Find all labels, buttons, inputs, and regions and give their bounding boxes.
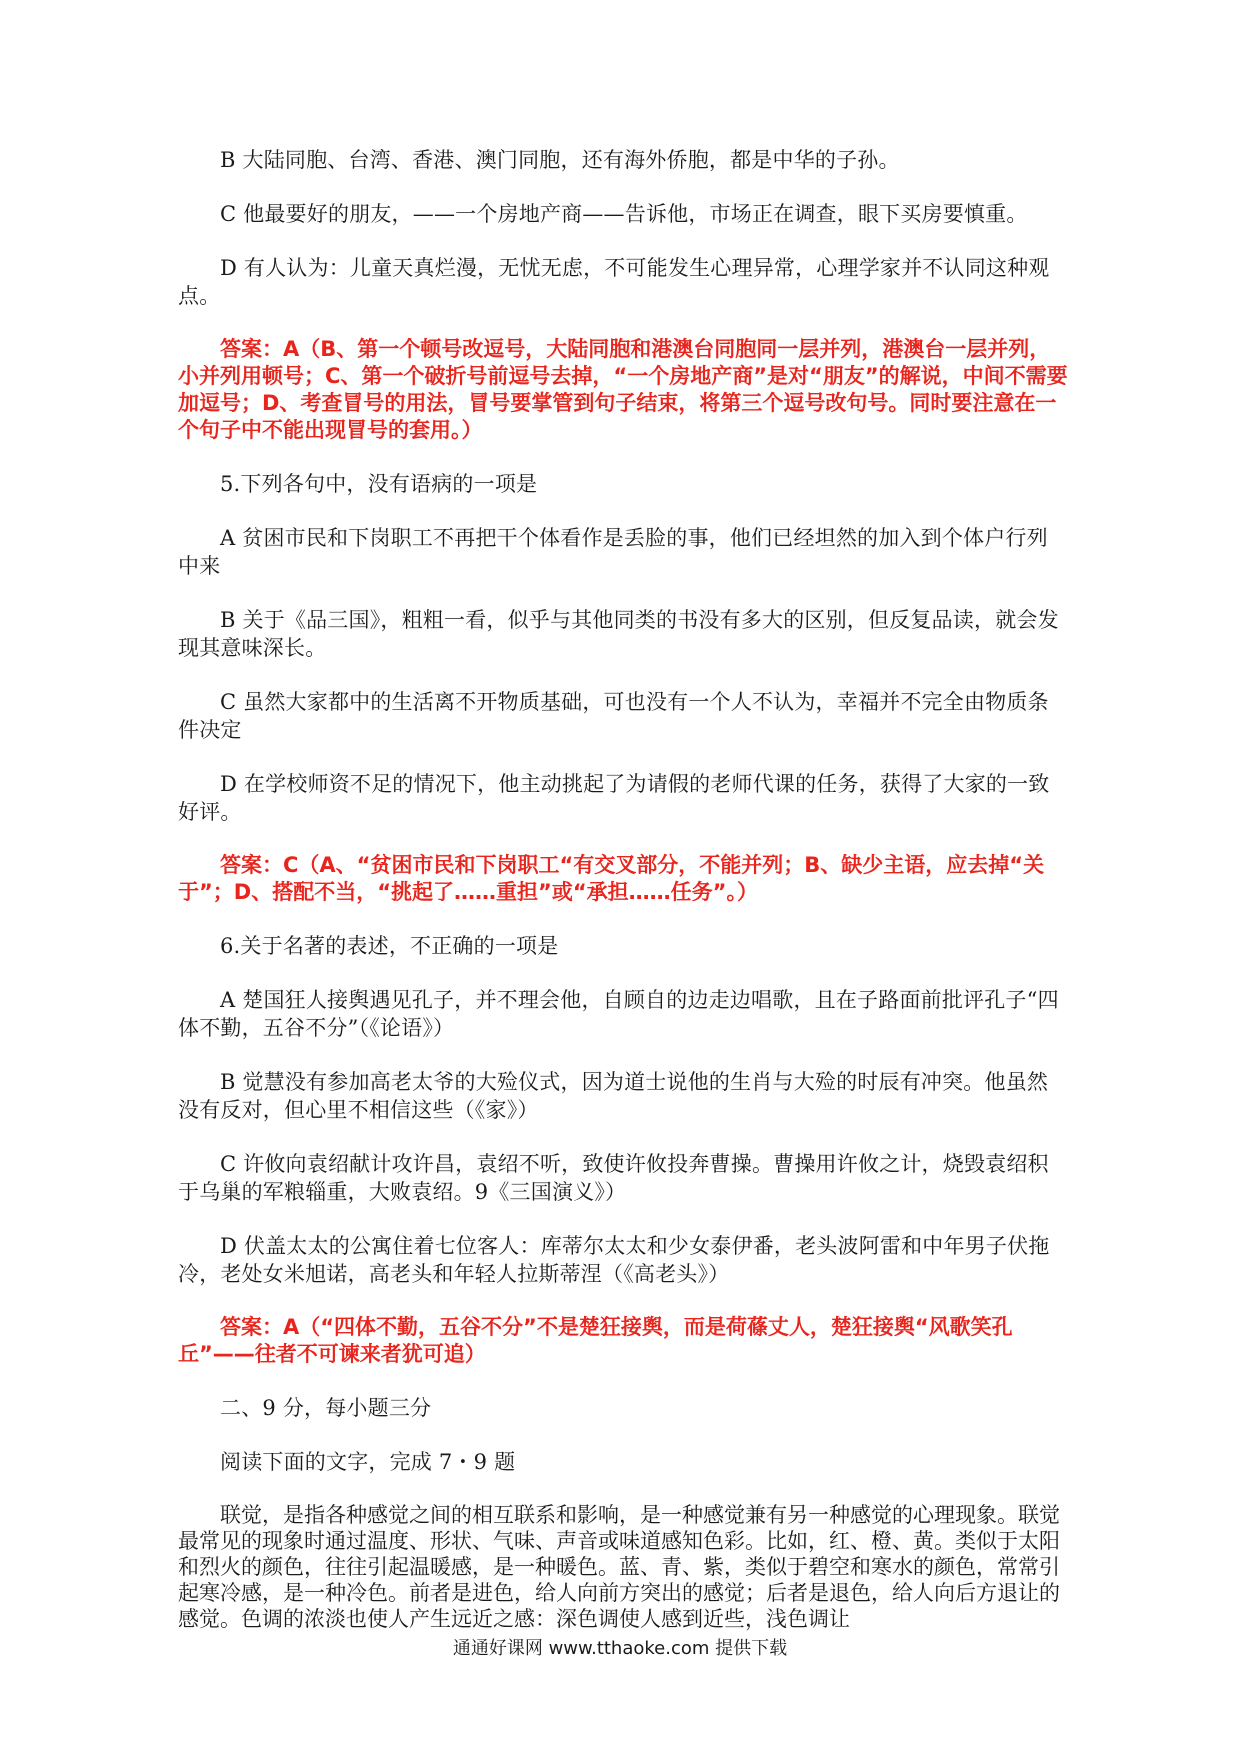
answer-q5: 答案：C（A、“贫困市民和下岗职工“有交叉部分，不能并列；B、缺少主语，应去掉“关于”；D、搭配不当，“挑起了……重担”或“承担……任务”。） bbox=[178, 853, 1045, 904]
option-d-q5: D 在学校师资不足的情况下，他主动挑起了为请假的老师代课的任务，获得了大家的一致好评。 bbox=[178, 772, 1050, 824]
option-a-q5: A 贫困市民和下岗职工不再把干个体看作是丢脸的事，他们已经坦然的加入到个体户行列中来 bbox=[178, 526, 1048, 578]
answer-q4: 答案：A（B、第一个顿号改逗号，大陆同胞和港澳台同胞同一层并列，港澳台一层并列，小并列用顿号；C、第一个破折号前逗号去掉，“一个房地产商”是对“朋友”的解说，中间不需要加逗号；D、考查冒号的用法，冒号要掌管到句子结束，将第三个逗号改句号。同时要注意在一个句子中不能出现冒号的套用。） bbox=[178, 337, 1068, 442]
reading-passage: 联觉，是指各种感觉之间的相互联系和影响，是一种感觉兼有另一种感觉的心理现象。联觉最常见的现象时通过温度、形状、气味、声音或味道感知色彩。比如，红、橙、黄。类似于太阳和烈火的颜色，往往引起温暖感，是一种暖色。蓝、青、紫，类似于碧空和寒水的颜色，常常引起寒冷感，是一种冷色。前者是进色，给人向前方突出的感觉；后者是退色，给人向后方退让的感觉。色调的浓淡也使人产生远近之感：深色调使人感到近些，浅色调让 bbox=[178, 1503, 1060, 1631]
document-body bbox=[178, 146, 1068, 1632]
question-5: 5.下列各句中，没有语病的一项是 bbox=[220, 472, 538, 496]
option-b-q4: B 大陆同胞、台湾、香港、澳门同胞，还有海外侨胞，都是中华的子孙。 bbox=[220, 148, 900, 172]
option-c-q6: C 许攸向袁绍献计攻许昌，袁绍不听，致使许攸投奔曹操。曹操用许攸之计，烧毁袁绍积于乌巢的军粮辎重，大败袁绍。9《三国演义》） bbox=[178, 1152, 1049, 1204]
answer-q6: 答案：A（“四体不勤，五谷不分”不是楚狂接舆，而是荷蓧丈人，楚狂接舆“风歌笑孔丘”——往者不可谏来者犹可追） bbox=[178, 1315, 1013, 1366]
question-6: 6.关于名著的表述，不正确的一项是 bbox=[220, 934, 559, 958]
option-a-q6: A 楚国狂人接舆遇见孔子，并不理会他，自顾自的边走边唱歌，且在子路面前批评孔子“四体不勤，五谷不分”（《论语》） bbox=[178, 988, 1059, 1040]
option-d-q4: D 有人认为：儿童天真烂漫，无忧无虑，不可能发生心理异常，心理学家并不认同这种观点。 bbox=[178, 256, 1050, 308]
option-c-q5: C 虽然大家都中的生活离不开物质基础，可也没有一个人不认为，幸福并不完全由物质条件决定 bbox=[178, 690, 1049, 742]
page-footer: 通通好课网 www.tthaoke.com 提供下载 bbox=[452, 1638, 788, 1659]
option-b-q6: B 觉慧没有参加高老太爷的大殓仪式，因为道士说他的生肖与大殓的时辰有冲突。他虽然没有反对，但心里不相信这些（《家》） bbox=[178, 1070, 1049, 1122]
section-heading: 二、9 分，每小题三分 bbox=[220, 1396, 432, 1420]
option-b-q5: B 关于《品三国》，粗粗一看，似乎与其他同类的书没有多大的区别，但反复品读，就会发现其意味深长。 bbox=[178, 608, 1059, 660]
reading-instruction: 阅读下面的文字，完成 7・9 题 bbox=[220, 1450, 516, 1474]
option-c-q4: C 他最要好的朋友，——一个房地产商——告诉他，市场正在调查，眼下买房要慎重。 bbox=[220, 202, 1028, 226]
option-d-q6: D 伏盖太太的公寓住着七位客人：库蒂尔太太和少女泰伊番，老头波阿雷和中年男子伏拖冷，老处女米旭诺，高老头和年轻人拉斯蒂涅（《高老头》） bbox=[178, 1234, 1050, 1286]
